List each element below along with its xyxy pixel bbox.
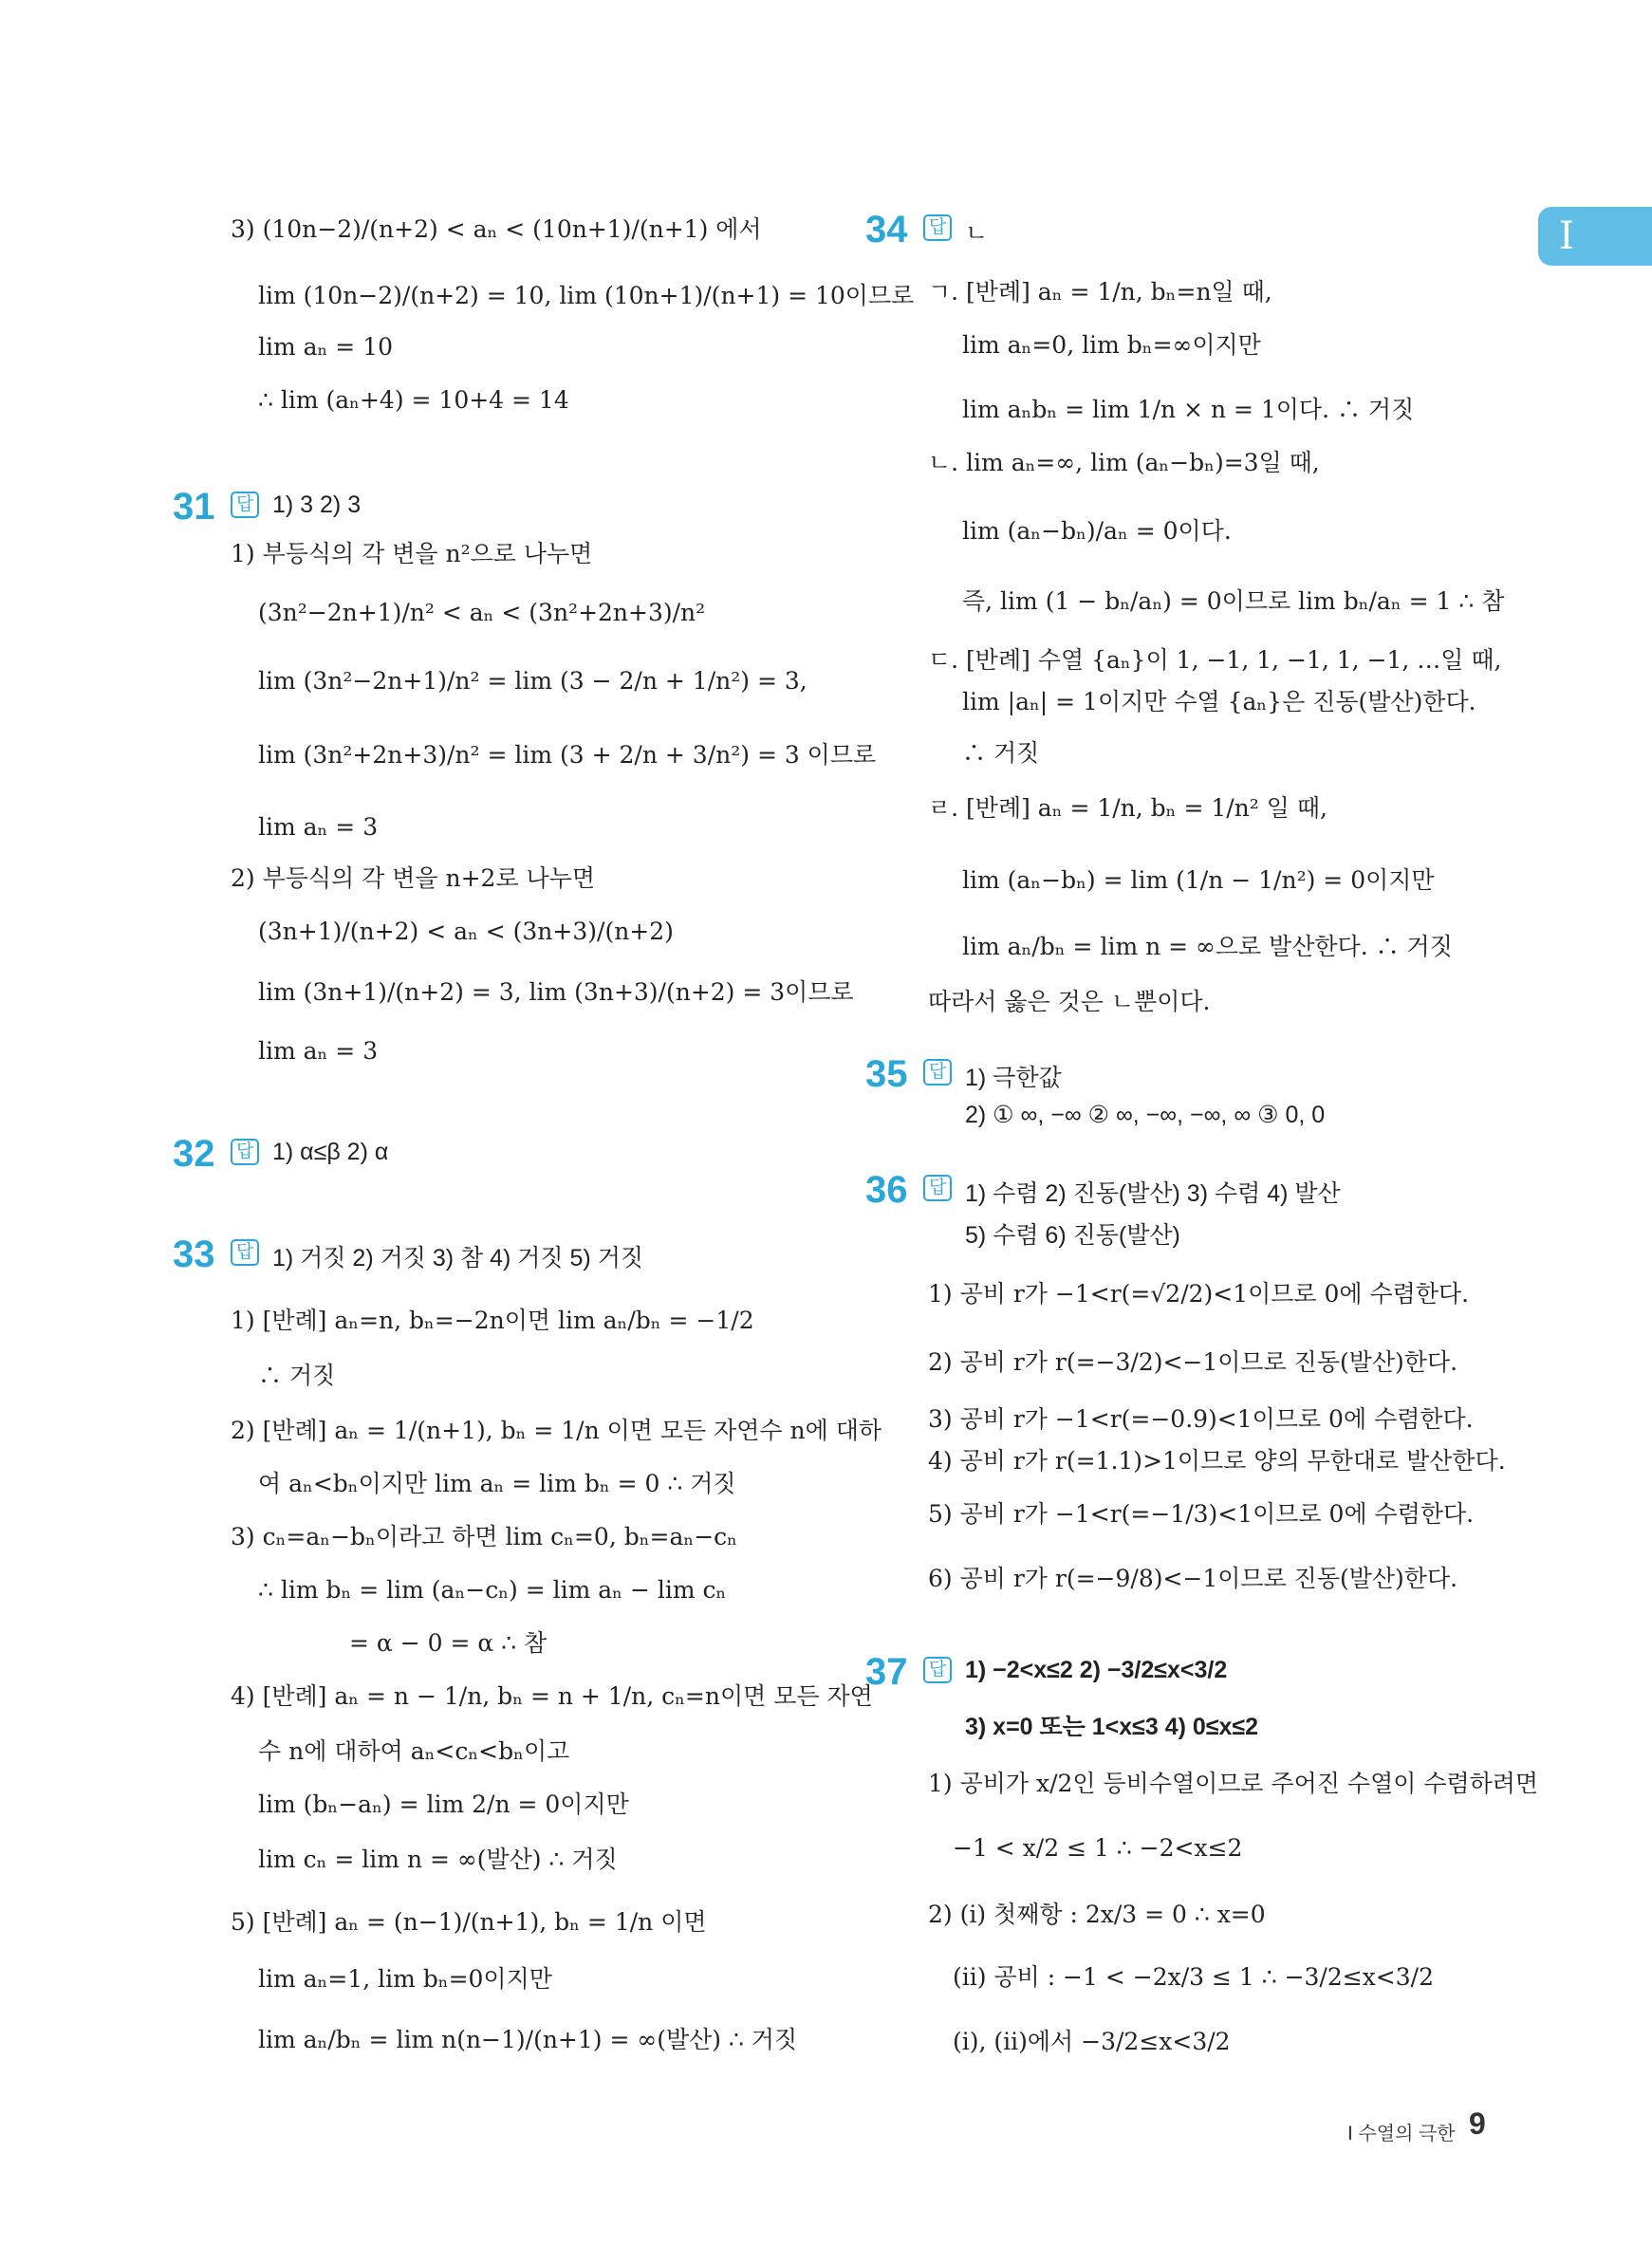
question-number: 37: [865, 1651, 908, 1693]
solution-line: ㄷ. [반례] 수열 {aₙ}이 1, −1, 1, −1, 1, −1, …일 때,: [928, 646, 1502, 674]
answer-text: 2) ① ∞, −∞ ② ∞, −∞, −∞, ∞ ③ 0, 0: [965, 1102, 1326, 1128]
solution-line: ∴ 거짓: [962, 739, 1040, 767]
solution-line: = α − 0 = α ∴ 참: [349, 1629, 548, 1657]
solution-line: lim cₙ = lim n = ∞(발산) ∴ 거짓: [258, 1846, 618, 1873]
solution-line: ∴ lim (aₙ+4) = 10+4 = 14: [258, 386, 569, 414]
question-number: 33: [173, 1234, 215, 1275]
section-tab: I: [1538, 207, 1652, 266]
answer-label: 답: [923, 1657, 952, 1683]
solution-line: (ii) 공비 : −1 < −2x/3 ≤ 1 ∴ −3/2≤x<3/2: [953, 1963, 1434, 1991]
solution-line: ∴ 거짓: [258, 1362, 336, 1389]
solution-line: 4) [반례] aₙ = n − 1/n, bₙ = n + 1/n, cₙ=n이면 모든 자연: [231, 1682, 873, 1710]
solution-line: lim (aₙ−bₙ)/aₙ = 0이다.: [962, 517, 1232, 545]
solution-line: lim aₙ = 3: [258, 1037, 379, 1065]
solution-line: 4) 공비 r가 r(=1.1)>1이므로 양의 무한대로 발산한다.: [928, 1447, 1506, 1475]
answer-label: 답: [923, 1059, 952, 1086]
question-number: 31: [173, 486, 215, 528]
question-number: 34: [865, 209, 908, 251]
solution-line: 5) [반례] aₙ = (n−1)/(n+1), bₙ = 1/n 이면: [231, 1908, 707, 1936]
solution-line: 1) 부등식의 각 변을 n²으로 나누면: [231, 540, 593, 567]
answer-text: 3) x=0 또는 1<x≤3 4) 0≤x≤2: [965, 1714, 1259, 1740]
solution-line: lim aₙbₙ = lim 1/n × n = 1이다. ∴ 거짓: [962, 396, 1415, 423]
answer-label: 답: [923, 1175, 952, 1201]
solution-line: 2) 부등식의 각 변을 n+2로 나누면: [231, 864, 595, 892]
solution-line: 따라서 옳은 것은 ㄴ뿐이다.: [928, 988, 1211, 1015]
solution-line: 수 n에 대하여 aₙ<cₙ<bₙ이고: [258, 1737, 570, 1765]
footer-chapter-label: Ⅰ 수열의 극한: [1347, 2124, 1456, 2144]
solution-line: lim aₙ = 3: [258, 813, 379, 841]
solution-line: lim aₙ=0, lim bₙ=∞이지만: [962, 331, 1261, 359]
solution-line: lim |aₙ| = 1이지만 수열 {aₙ}은 진동(발산)한다.: [962, 688, 1476, 715]
solution-line: lim (bₙ−aₙ) = lim 2/n = 0이지만: [258, 1791, 629, 1818]
question-number: 36: [865, 1169, 908, 1211]
solution-line: (i), (ii)에서 −3/2≤x<3/2: [953, 2028, 1231, 2055]
solution-line: 3) 공비 r가 −1<r(=−0.9)<1이므로 0에 수렴한다.: [928, 1405, 1474, 1433]
solution-line: lim (aₙ−bₙ) = lim (1/n − 1/n²) = 0이지만: [962, 866, 1435, 894]
solution-line: ㄹ. [반례] aₙ = 1/n, bₙ = 1/n² 일 때,: [928, 794, 1327, 822]
question-number: 35: [865, 1053, 908, 1095]
solution-line: lim aₙ/bₙ = lim n = ∞으로 발산한다. ∴ 거짓: [962, 933, 1453, 960]
answer-text: 1) 3 2) 3: [272, 492, 362, 518]
question-number: 32: [173, 1133, 215, 1175]
solution-line: 1) 공비가 x/2인 등비수열이므로 주어진 수열이 수렴하려면: [928, 1770, 1539, 1797]
answer-label: 답: [231, 492, 259, 518]
answer-text: 1) α≤β 2) α: [272, 1139, 389, 1165]
solution-line: lim (3n²−2n+1)/n² = lim (3 − 2/n + 1/n²) = 3,: [258, 667, 807, 695]
answer-label: 답: [231, 1239, 259, 1266]
solution-line: 5) 공비 r가 −1<r(=−1/3)<1이므로 0에 수렴한다.: [928, 1500, 1475, 1528]
solution-line: lim aₙ/bₙ = lim n(n−1)/(n+1) = ∞(발산) ∴ 거짓: [258, 2026, 798, 2053]
solution-line: 2) [반례] aₙ = 1/(n+1), bₙ = 1/n 이면 모든 자연수 n에 대하: [231, 1417, 882, 1444]
solution-line: ㄱ. [반례] aₙ = 1/n, bₙ=n일 때,: [928, 278, 1272, 306]
solution-line: 즉, lim (1 − bₙ/aₙ) = 0이므로 lim bₙ/aₙ = 1 ∴ 참: [962, 587, 1505, 615]
solution-line: lim (3n+1)/(n+2) = 3, lim (3n+3)/(n+2) = 3이므로: [258, 978, 854, 1006]
solution-line: lim (3n²+2n+3)/n² = lim (3 + 2/n + 3/n²) = 3 이므로: [258, 741, 877, 769]
solution-line: (3n+1)/(n+2) < aₙ < (3n+3)/(n+2): [258, 918, 674, 945]
solution-line: −1 < x/2 ≤ 1 ∴ −2<x≤2: [953, 1834, 1243, 1862]
solution-line: lim (10n−2)/(n+2) = 10, lim (10n+1)/(n+1) = 10이므로: [258, 282, 915, 309]
solution-line: 여 aₙ<bₙ이지만 lim aₙ = lim bₙ = 0 ∴ 거짓: [258, 1470, 736, 1497]
solution-line: 2) (i) 첫째항 : 2x/3 = 0 ∴ x=0: [928, 1901, 1266, 1928]
answer-text: 1) 거짓 2) 거짓 3) 참 4) 거짓 5) 거짓: [272, 1245, 644, 1271]
solution-line: 1) 공비 r가 −1<r(=√2/2)<1이므로 0에 수렴한다.: [928, 1280, 1470, 1308]
answer-text: ㄴ: [965, 220, 989, 247]
solution-line: 3) (10n−2)/(n+2) < aₙ < (10n+1)/(n+1) 에서: [231, 215, 762, 243]
answer-label: 답: [231, 1139, 259, 1165]
solution-line: 6) 공비 r가 r(=−9/8)<−1이므로 진동(발산)한다.: [928, 1565, 1458, 1592]
solution-line: ㄴ. lim aₙ=∞, lim (aₙ−bₙ)=3일 때,: [928, 449, 1320, 476]
answer-label: 답: [923, 214, 952, 241]
solution-line: ∴ lim bₙ = lim (aₙ−cₙ) = lim aₙ − lim cₙ: [258, 1576, 727, 1604]
solution-line: (3n²−2n+1)/n² < aₙ < (3n²+2n+3)/n²: [258, 599, 706, 626]
answer-text: 1) −2<x≤2 2) −3/2≤x<3/2: [965, 1657, 1228, 1683]
solution-line: 2) 공비 r가 r(=−3/2)<−1이므로 진동(발산)한다.: [928, 1348, 1458, 1376]
solution-line: lim aₙ = 10: [258, 333, 394, 361]
solution-line: lim aₙ=1, lim bₙ=0이지만: [258, 1965, 552, 1993]
solution-line: 1) [반례] aₙ=n, bₙ=−2n이면 lim aₙ/bₙ = −1/2: [231, 1307, 754, 1334]
page-number: 9: [1469, 2106, 1486, 2141]
solution-line: 3) cₙ=aₙ−bₙ이라고 하면 lim cₙ=0, bₙ=aₙ−cₙ: [231, 1523, 737, 1550]
answer-text: 1) 수렴 2) 진동(발산) 3) 수렴 4) 발산: [965, 1180, 1341, 1207]
answer-text: 5) 수렴 6) 진동(발산): [965, 1222, 1180, 1249]
answer-text: 1) 극한값: [965, 1065, 1062, 1091]
